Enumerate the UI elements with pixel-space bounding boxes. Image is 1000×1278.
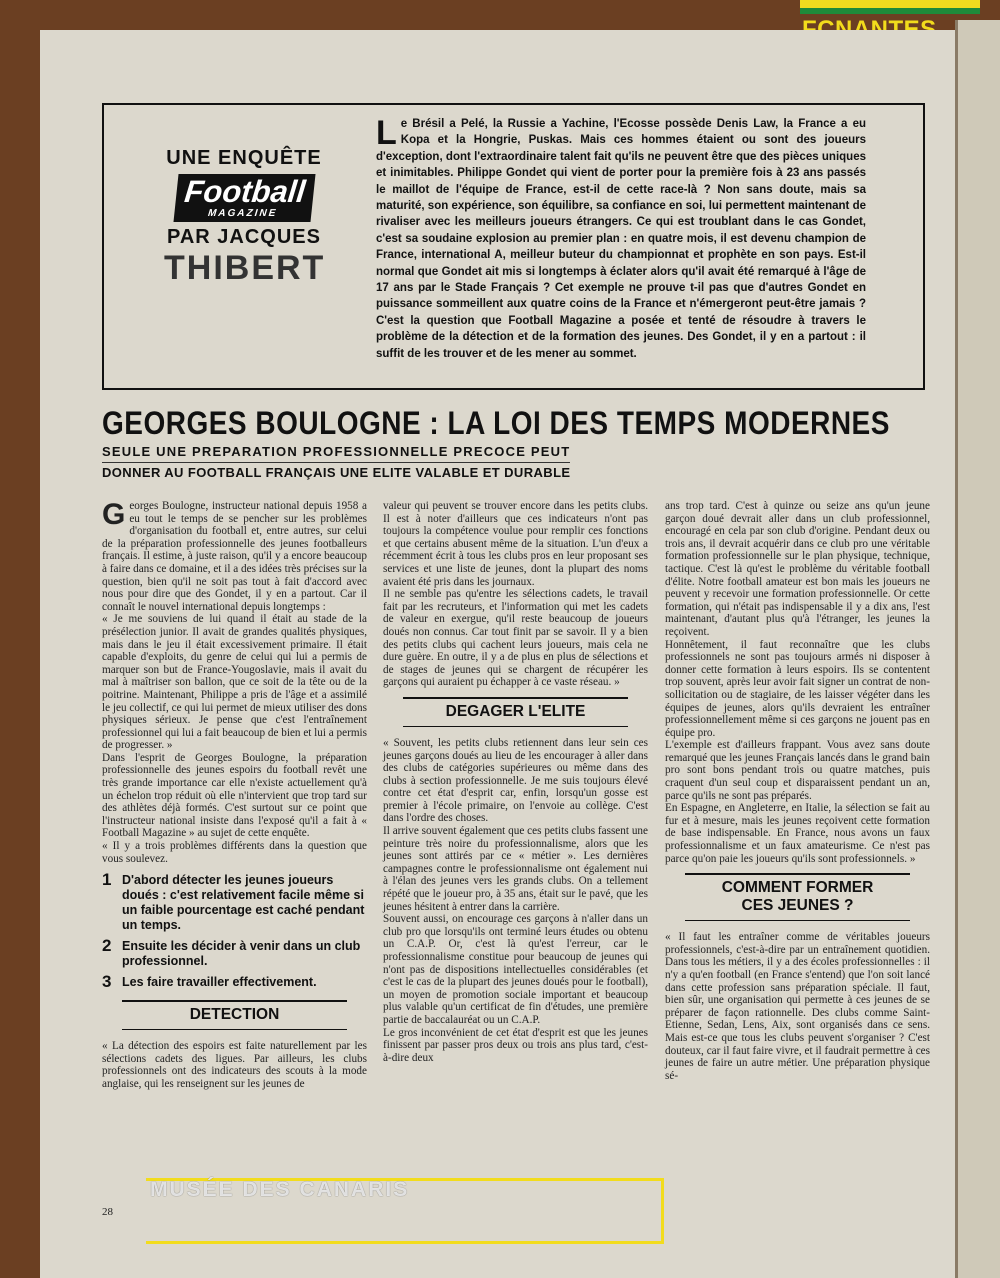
article-headline: GEORGES BOULOGNE : LA LOI DES TEMPS MODERNES (102, 405, 890, 441)
brand-band-yellow (800, 0, 980, 8)
paragraph: Il arrive souvent également que ces petits clubs fassent une peinture très noire du professionnalisme, alors que les jeunes sont attirés par ce « métier ». Les dernières campagnes contre le professionnalisme ont également nui à l'élan des jeunes vers les grands clubs. On a tellement répété que le joueur pro, à 35 ans, était sur le pavé, que les jeunes hésitent à entrer dans la carrière. (383, 825, 648, 913)
enquete-line: UNE ENQUÊTE (166, 147, 322, 169)
paragraph: Il ne semble pas qu'entre les sélections cadets, le travail fait par les recruteurs, et l'information qui met les cadets de valeur en exergue, qu'il reste beaucoup de joueurs doués non connus. Car tout finit par se savoir. Il y a bien des petits clubs qui cachent leurs joueurs, mais cela ne dure guère. En outre, il y a de plus en plus de sélections et de stages de jeunes qui se chargent de récupérer les garçons qui auraient pu échapper à ce vaste réseau. » (383, 588, 648, 689)
paragraph: « Souvent, les petits clubs retiennent dans leur sein ces jeunes garçons doués au lieu de les encourager à aller dans des clubs de catégories supérieures ou même dans des clubs à section professionnelle. Je me suis toujours élevé contre cet état d'esprit car, enfin, lorsqu'un gosse est premier à l'école primaire, on l'envoie au collège. C'est dans l'ordre des choses. (383, 736, 648, 825)
football-magazine-logo (173, 174, 315, 222)
point-item (102, 936, 367, 969)
adjacent-page-edge (955, 20, 1000, 1278)
logo-sub-text: MAGAZINE (207, 208, 278, 219)
page-number: 28 (102, 1206, 113, 1218)
point-item (102, 870, 367, 933)
section-heading-detection: DETECTION (122, 1000, 347, 1030)
article-column-1 (102, 500, 367, 1091)
paragraph: « La détection des espoirs est faite naturellement par les sélections cadets des ligues. Par ailleurs, les clubs professionnels ont des indicateurs des scouts à la mode anglaise, qui les renseignent sur les jeunes de (102, 1040, 367, 1090)
brand-band-green (800, 8, 980, 14)
article-dropcap: G (102, 498, 126, 531)
point-item (102, 972, 367, 992)
paragraph: L'exemple est d'ailleurs frappant. Vous avez sans doute remarqué que les jeunes Français lancés dans le grand bain pro sont bons pendant trois ou quatre matches, puis craquent d'un seul coup et disparaissent pendant un an, parce qu'ils ne sont pas préparés. (665, 739, 930, 802)
paragraph: Le gros inconvénient de cet état d'esprit est que les jeunes finissent par passer pros deux ou trois ans plus tard, c'est-à-dire deux (383, 1026, 648, 1064)
intro-box (102, 103, 925, 390)
paragraph: En Espagne, en Angleterre, en Italie, la sélection se fait au fur et à mesure, mais les jeunes reçoivent cette formation de base indispensable. En France, nous avons un faux professionnalisme et un faux amateurisme. Ce n'est pas parce qu'on paie les joueurs qu'ils sont professionnels. » (665, 802, 930, 865)
point-text: D'abord détecter les jeunes joueurs doués : c'est relativement facile même si un faible pourcentage est caché pendant un temps. (122, 873, 365, 933)
article-column-3 (665, 500, 930, 1082)
numbered-points (102, 870, 367, 992)
point-text: Ensuite les décider à venir dans un club professionnel. (122, 939, 361, 969)
paragraph: « Il faut les entraîner comme de véritables joueurs professionnels, c'est-à-dire par un entraînement quotidien. Dans tous les métiers, il y a des écoles professionnelles : il n'y a qu'en football (en France s'entend) que l'on soit lancé dans cette profession sans préparation spéciale. Il faut, bien sûr, une organisation qui permette à ces jeunes de se préparer de façon rationnelle. Des clubs comme Saint-Etienne, Sedan, Lens, Aix, sont organisés dans ce sens. Mais est-ce que tous les clubs peuvent s'organiser ? C'est douteux, car il faut faire vivre, et il faudrait permettre à ces jeunes de faire un autre métier. Une préparation physique sé- (665, 931, 930, 1082)
article-column-2 (383, 500, 648, 1064)
section-heading-comment-former (685, 873, 910, 921)
point-text: Les faire travailler effectivement. (122, 975, 317, 990)
paragraph: « Je me souviens de lui quand il était au stade de la présélection junior. Il avait de grandes qualités physiques, mais dans le jeu il était excessivement primaire. Il était capable d'exploits, du genre de celui qui lui a permis de marquer son but de France-Yougoslavie, mais il avait du mal à maîtriser son ballon, que ce soit de la tête ou de la poitrine. Maintenant, Philippe a pris de l'âge et a assimilé le jeu collectif, ce qui lui permet de mieux utiliser des dons physiques sérieux. Je pense que c'est l'entraînement professionnel qui lui a fait beaucoup de bien et lui a permis de progresser. » (102, 613, 368, 752)
paragraph (102, 500, 367, 613)
intro-paragraph (376, 116, 866, 362)
subheadline-2: DONNER AU FOOTBALL FRANÇAIS UNE ELITE VALABLE ET DURABLE (102, 465, 571, 480)
paragraph: « Il y a trois problèmes différents dans la question que vous soulevez. (102, 840, 367, 865)
subheadline-1: SEULE UNE PREPARATION PROFESSIONNELLE PRECOCE PEUT (102, 444, 570, 463)
section-heading-line: CES JEUNES ? (741, 897, 854, 915)
point-number: 1 (102, 870, 112, 890)
paragraph: ans trop tard. C'est à quinze ou seize ans qu'un jeune garçon doué devrait aller dans un club professionnel, encouragé en cela par son club d'origine. Pendant deux ou trois ans, il devrait acquérir dans ce club pro une véritable formation professionnelle sur le plan physique, technique, tactique. C'est là qu'est le problème du véritable football d'élite. Notre football amateur est bon mais les joueurs ne peuvent y recevoir une formation professionnelle. Or cette formation, qui n'était pas indispensable il y a dix ans, l'est maintenant, d'autant plus qu'à l'étranger, les jeunes la reçoivent. (665, 500, 930, 638)
author-prefix: PAR JACQUES (167, 226, 321, 248)
watermark-text: MUSÉE DES CANARIS (150, 1178, 410, 1201)
section-heading-line: COMMENT FORMER (721, 879, 874, 897)
paragraph: valeur qui peuvent se trouver encore dans les petits clubs. Il est à noter d'ailleurs que ces indicateurs n'ont pas toujours la compétence voulue pour remplir ces fonctions et que certains abusent même de la situation. L'un d'eux a récemment écrit à tous les clubs pros en leur proposant ses services et une liste de jeunes, dont la plupart des noms avaient été pris dans les journaux. (383, 500, 648, 588)
author-name: THIBERT (164, 249, 326, 287)
logo-main-text: Football (182, 174, 307, 209)
paragraph-text: eorges Boulogne, instructeur national depuis 1958 a eu tout le temps de se pencher sur les problèmes d'organisation du football et, entre autres, sur celui de la préparation professionnelle des jeunes footballeurs français. Il estime, à juste raison, qu'il y a encore beaucoup à faire dans ce domaine, et il a des idées très précises sur la question, bien qu'il ne soit pas tout à fait d'accord avec nous pour dire que des Gondet, il y en a partout. Car il connaît le nouvel international depuis longtemps : (102, 500, 367, 613)
section-heading-degager-elite: DEGAGER L'ELITE (403, 697, 628, 727)
enquete-block (164, 147, 324, 288)
point-number: 2 (102, 936, 112, 956)
paragraph: Dans l'esprit de Georges Boulogne, la préparation professionnelle des jeunes espoirs du football revêt une très grande importance car elle n'existe actuellement qu'à un échelon trop réduit où elle n'intervient que trop tard sur des athlètes déjà formés. C'est surtout sur ce point que l'instructeur national insiste dans l'exposé qu'il a fait à « Football Magazine » au sujet de cette enquête. (102, 751, 367, 840)
paragraph: Souvent aussi, on encourage ces garçons à n'aller dans un club pro que lorsqu'ils ont terminé leurs études ou obtenu un C.A.P. Or, c'est là qu'est l'erreur, car le professionnalisme constitue pour beaucoup de jeunes qui n'ont pas de dispositions intellectuelles considérables (et c'est le cas de la plupart des jeunes doués pour le football), un moyen de promotion sociale important et beaucoup plus valable qu'un certificat de fin d'études, une première partie de baccalauréat ou un C.A.P. (383, 913, 648, 1026)
intro-text: e Brésil a Pelé, la Russie a Yachine, l'Ecosse possède Denis Law, la France a eu Kopa et la Hongrie, Puskas. Mais ces hommes étaient ou sont des joueurs d'exception, dont l'extraordinaire talent fait qu'ils ne peuvent être que des pièces uniques et inimitables. Philippe Gondet qui vient de porter pour la première fois à 23 ans passés le maillot de l'équipe de France, est-il de cette race-là ? Non sans doute, mais sa maturité, son expérience, son équilibre, sa confiance en soi, lui permettent maintenant de rivaliser avec les meilleurs joueurs étrangers. Ce qui est troublant dans le cas Gondet, c'est sa soudaine explosion au premier plan : en quatre mois, il est devenu champion de France, international A, meilleur buteur du championnat et prophète en son pays. Est-il normal que Gondet ait mis si longtemps à éclater alors qu'il avait été remarqué à l'âge de 17 ans par le Stade Français ? Cet exemple ne prouve t-il pas que d'autres Gondet en puissance sommeillent aux quatre coins de la France et n'émergeront peut-être jamais ? C'est la question que Football Magazine a posée et tenté de résoudre à travers le problème de la détection et de la formation des jeunes. Des Gondet, il y en a partout : il suffit de les trouver et de les mener au sommet. (376, 118, 866, 360)
point-number: 3 (102, 972, 112, 992)
paragraph: Honnêtement, il faut reconnaître que les clubs professionnels ne sont pas toujours armés ni disposer à donner cette formation à leurs espoirs. Ils se contentent trop souvent, après leur avoir fait signer un contrat de non-sollicitation ou de stagiaire, de les laisser végéter dans les équipes de jeunes, alors qu'ils devraient les entraîner professionnellement même si ces garçons ne jouent pas en équipe pro. (665, 638, 930, 739)
intro-dropcap: L (376, 114, 397, 152)
